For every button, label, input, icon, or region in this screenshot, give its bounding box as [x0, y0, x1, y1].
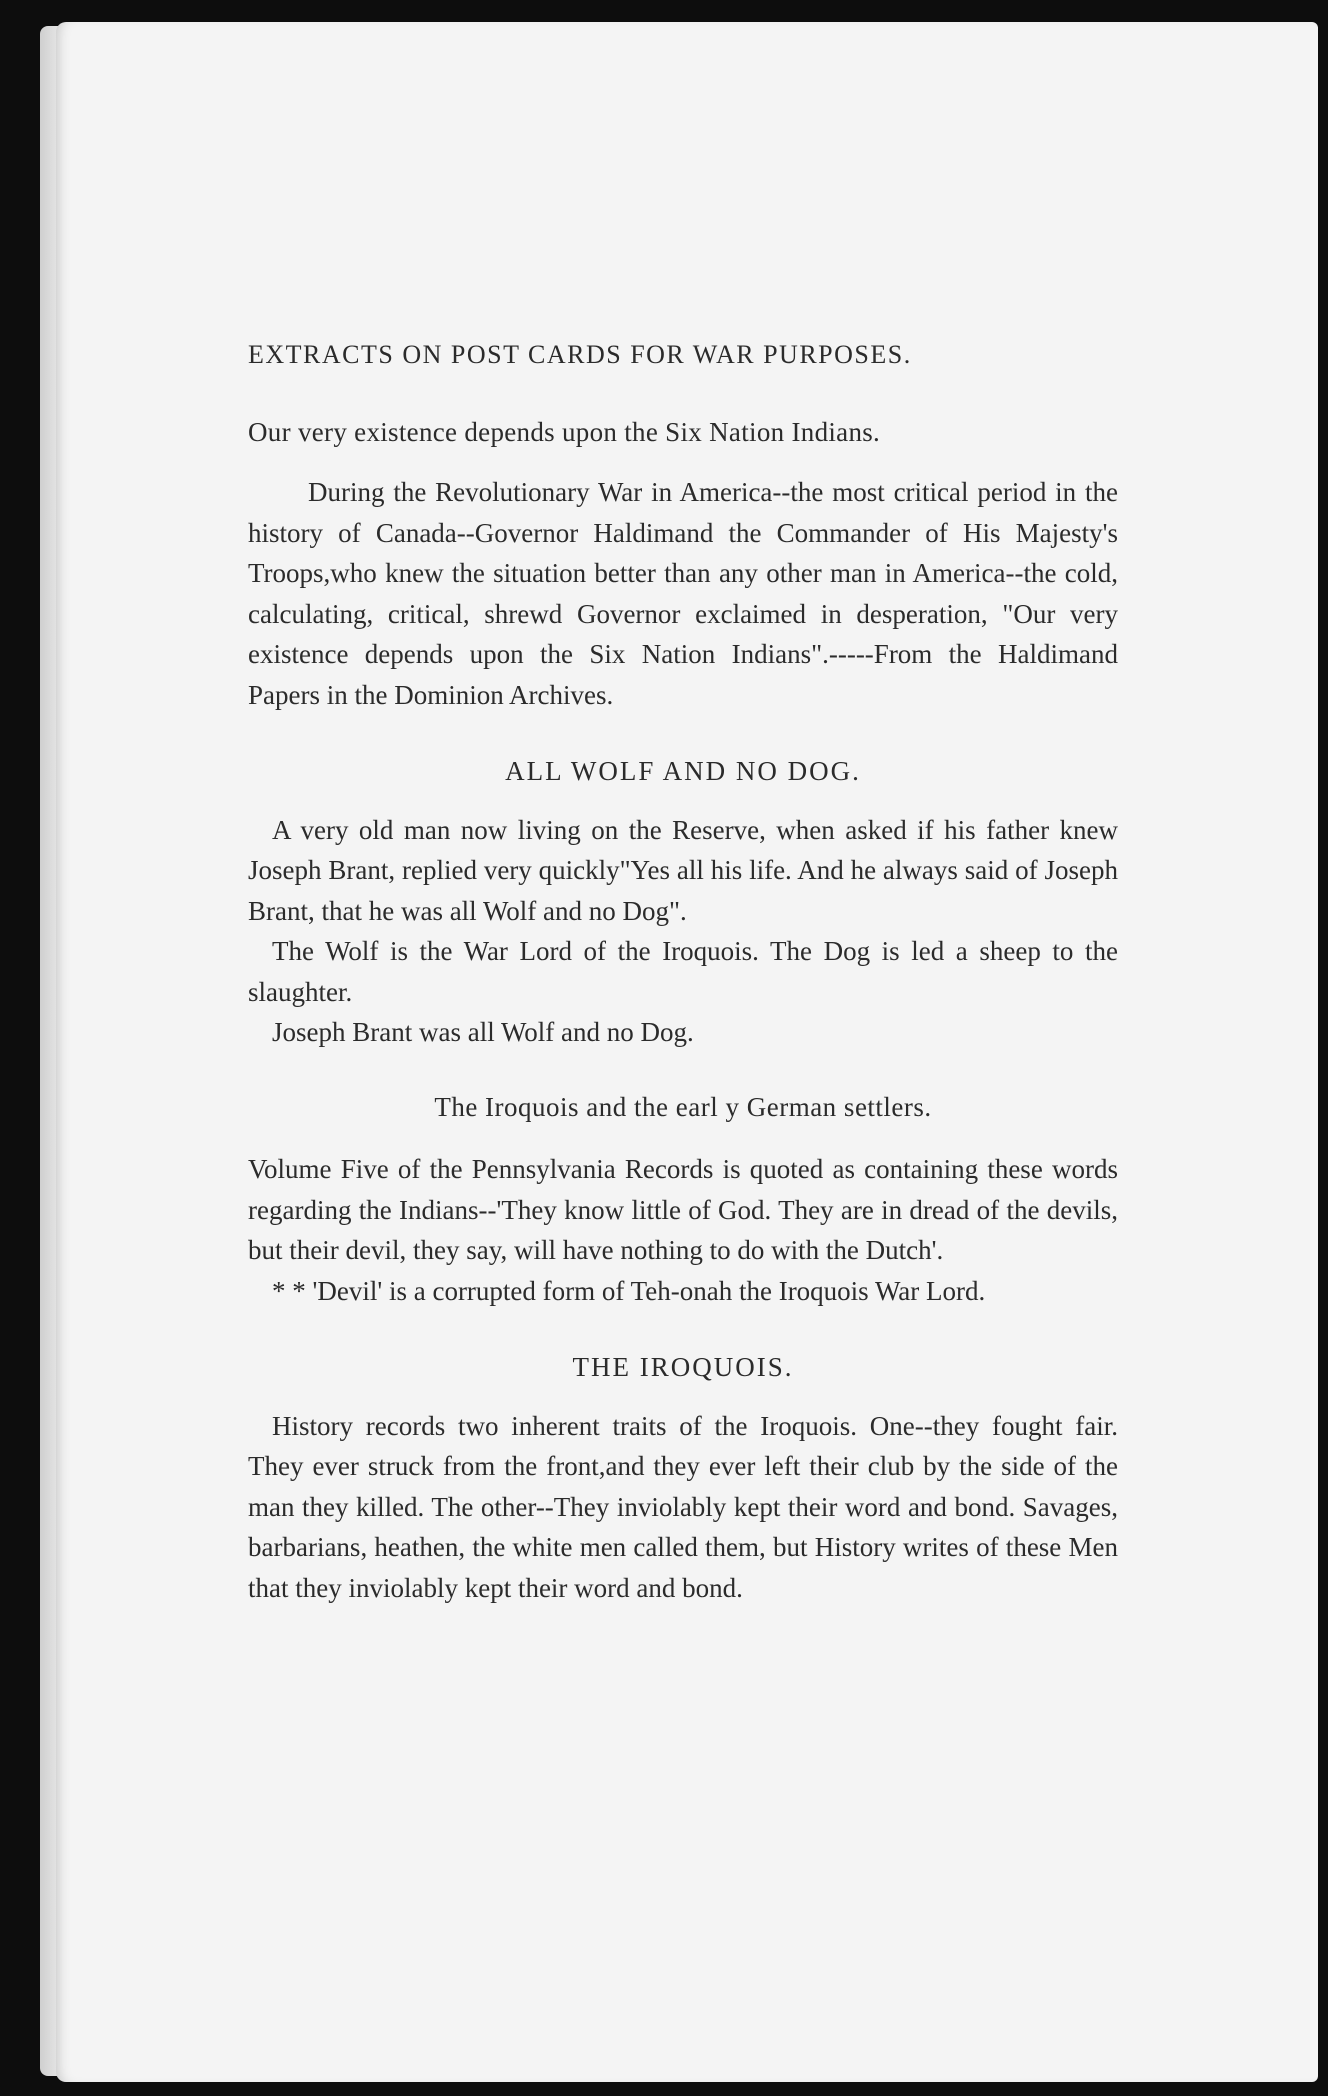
paragraph-wolf-war-lord: The Wolf is the War Lord of the Iroquois. The Dog is led a sheep to the slaughter.: [248, 936, 1118, 1007]
paragraph-iroquois-traits: History records two inherent traits of the Iroquois. One--they fought fair. They ever struck from the front,and they ever left their club by the side of the man they killed. The other--They inviolably kept their word and bond. Savages, barbarians, heathen, the white men called them, but History writes of these Men that they inviolably kept their word and bond.: [248, 1410, 1118, 1603]
paragraph-old-man: A very old man now living on the Reserve, when asked if his father knew Joseph Brant, replied very quickly"Yes all his life. And he always said of Joseph Brant, that he was all Wolf and no Dog".: [248, 814, 1118, 926]
document-content: [248, 335, 1118, 1608]
paragraph-brant-wolf: Joseph Brant was all Wolf and no Dog.: [272, 1017, 694, 1047]
footnote-devil: * * 'Devil' is a corrupted form of Teh-onah the Iroquois War Lord.: [272, 1275, 986, 1306]
section-lead-existence: Our very existence depends upon the Six Nation Indians.: [248, 416, 881, 447]
paragraph-revolutionary-war: During the Revolutionary War in America--the most critical period in the history of Canada--Governor Haldimand the Commander of His Majesty's Troops,who knew the situation better than any other man in America--the cold, calculating, critical, shrewd Governor exclaimed in desperation, "Our very existence depends upon the Six Nation Indians".-----From the Haldimand Papers in the Dominion Archives.: [248, 477, 1118, 710]
section-title-german-settlers: The Iroquois and the earl y German settlers.: [434, 1091, 932, 1122]
section-title-wolf-dog: ALL WOLF AND NO DOG.: [505, 756, 861, 786]
section-title-extracts: EXTRACTS ON POST CARDS FOR WAR PURPOSES.: [248, 340, 912, 369]
paragraph-pennsylvania-records: Volume Five of the Pennsylvania Records is quoted as containing these words regarding the Indians--'They know little of God. They are in dread of the devils, but their devil, they say, will have nothing to do with the Dutch'.: [248, 1154, 1118, 1265]
section-title-iroquois: THE IROQUOIS.: [572, 1352, 794, 1382]
